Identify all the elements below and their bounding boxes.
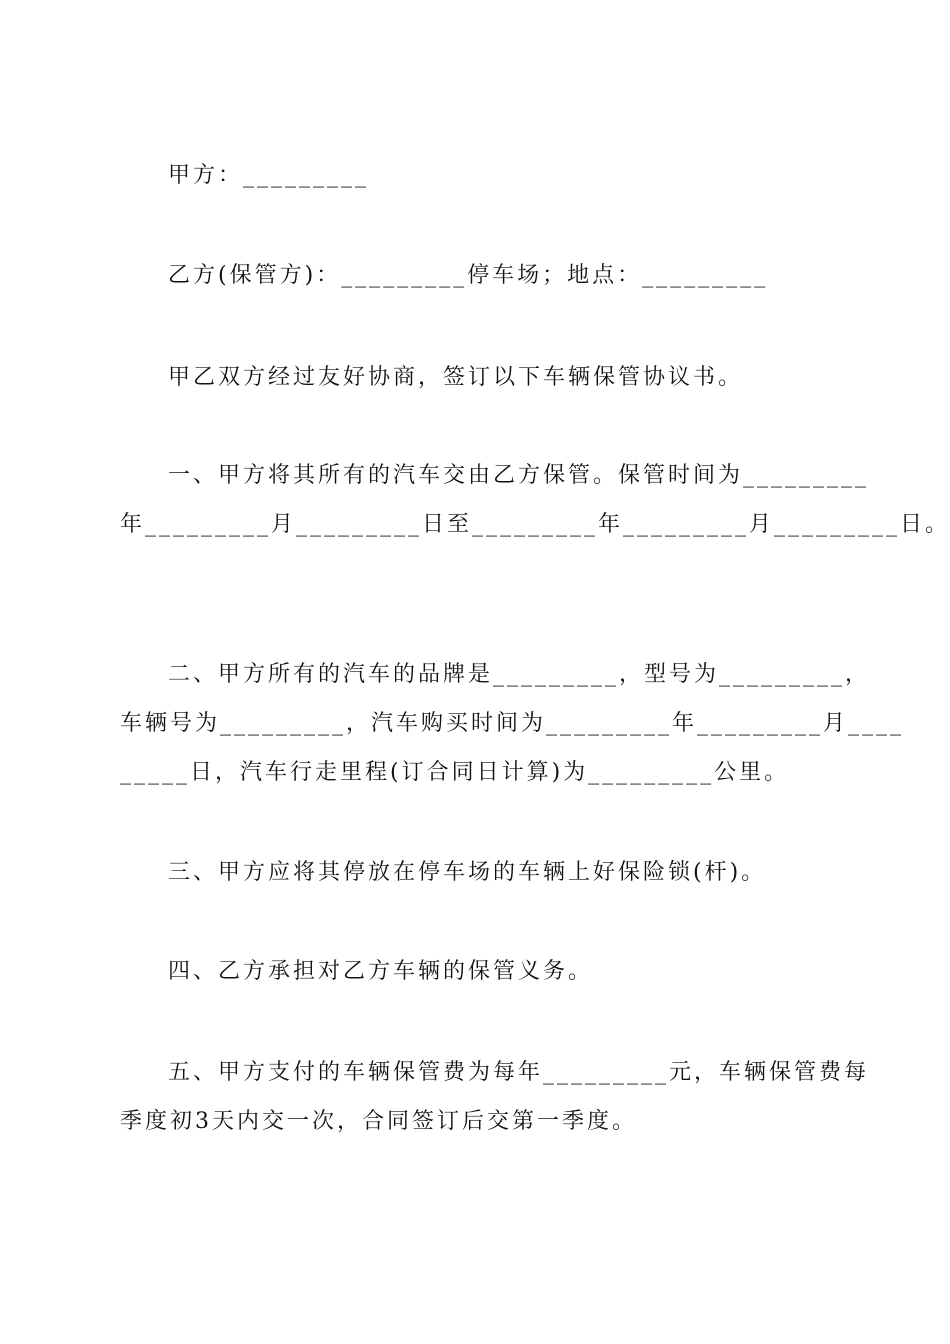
clause-1-line-1: 一、甲方将其所有的汽车交由乙方保管。保管时间为_________	[168, 463, 870, 488]
intro-paragraph: 甲乙双方经过友好协商，签订以下车辆保管协议书。	[168, 365, 744, 390]
clause-2-line-1: 二、甲方所有的汽车的品牌是_________，型号为_________，	[168, 662, 871, 687]
party-a-line: 甲方：_________	[168, 163, 370, 188]
clause-1-line-2: 年_________月_________日至_________年_________月_________日。	[120, 512, 950, 537]
clause-2-line-3: _____日，汽车行走里程(订合同日计算)为_________公里。	[120, 760, 790, 785]
clause-3: 三、甲方应将其停放在停车场的车辆上好保险锁(杆)。	[168, 860, 767, 885]
party-b-line: 乙方(保管方)：_________停车场；地点：_________	[168, 263, 769, 288]
clause-5-line-1: 五、甲方支付的车辆保管费为每年_________元，车辆保管费每	[168, 1060, 870, 1085]
clause-4: 四、乙方承担对乙方车辆的保管义务。	[168, 959, 594, 984]
clause-5-line-2: 季度初3天内交一次，合同签订后交第一季度。	[120, 1109, 637, 1134]
clause-2-line-2: 车辆号为_________，汽车购买时间为_________年_________月____	[120, 711, 905, 736]
